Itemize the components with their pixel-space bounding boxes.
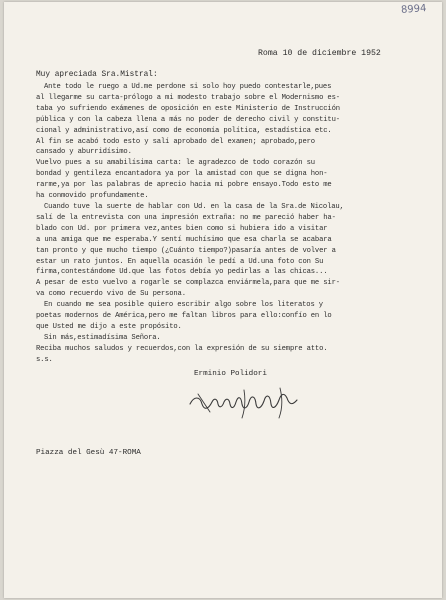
body-line: Reciba muchos saludos y recuerdos,con la expresión de su siempre atto. [36, 344, 328, 353]
salutation: Muy apreciada Sra.Mistral: [36, 71, 158, 79]
handwritten-signature [184, 382, 304, 422]
body-line: Ante todo le ruego a Ud.me perdone si solo hoy puedo contestarle,pues [44, 83, 332, 91]
body-line: Sin más,estimadísima Señora. [44, 333, 161, 342]
body-line: ha conmovido profundamente. [36, 192, 149, 201]
body-line: Vuelvo pues a su amabilísima carta: le agradezco de todo corazón su [36, 159, 315, 168]
archive-reference-number: 8994 [400, 3, 427, 16]
body-line: pública y con la cabeza llena a más no poder de derecho civil y constitu- [36, 115, 340, 124]
body-line: taba yo sufriendo exámenes de oposición en este Ministerio de Instrucción [36, 104, 340, 113]
body-line: estar un rato juntos. En aquella ocasión le pedí a Ud.una foto con Su [36, 257, 324, 266]
body-line: blado con Ud. por primera vez,antes bien como si hubiera ido a visitar [36, 224, 328, 233]
signature-typed-name: Erminio Polidori [194, 370, 267, 378]
body-line: a una amiga que me esperaba.Y sentí muchísimo que esa charla se acabara [36, 235, 332, 244]
place-and-date: Roma 10 de diciembre 1952 [258, 49, 381, 58]
body-line: poetas modernos de América,pero me faltan libros para ello:confío en lo [36, 312, 332, 321]
letter-body [36, 82, 431, 366]
letter-page [4, 2, 442, 598]
body-line: Al fin se acabó todo esto y salí aprobado del examen; aprobado,pero [36, 137, 315, 146]
body-line: va como recuerdo vivo de Su persona. [36, 290, 186, 299]
body-line: firma,contestándome Ud.que las fotos debía yo pedirlas a las chicas... [36, 268, 328, 277]
body-line: al llegarme su carta-prólogo a mi modesto trabajo sobre el Modernismo es- [36, 93, 340, 102]
body-line: rarme,ya por las palabras de aprecio hacia mi pobre ensayo.Todo esto me [36, 181, 332, 190]
body-line: cansado y aburridísimo. [36, 148, 132, 157]
body-line: que Usted me dijo a este propósito. [36, 322, 182, 331]
body-line: cional y administrativo,así como de economía política, estadística etc. [36, 126, 332, 135]
body-line: Cuando tuve la suerte de hablar con Ud. en la casa de la Sra.de Nicolau, [44, 202, 344, 211]
sender-address: Piazza del Gesù 47-ROMA [36, 449, 141, 457]
body-line: bondad y gentileza encantadora ya por la amistad con que se digna hon- [36, 170, 328, 179]
body-line: tan pronto y que mucho tiempo (¿Cuánto tiempo?)pasaría antes de volver a [36, 246, 336, 255]
body-line: A pesar de esto vuelvo a rogarle se complazca enviármela,para que me sir- [36, 279, 340, 288]
body-line: En cuando me sea posible quiero escribir algo sobre los literatos y [44, 301, 323, 310]
body-line: salí de la entrevista con una impresión extraña: no me pareció haber ha- [36, 213, 336, 222]
body-line: s.s. [36, 355, 53, 364]
